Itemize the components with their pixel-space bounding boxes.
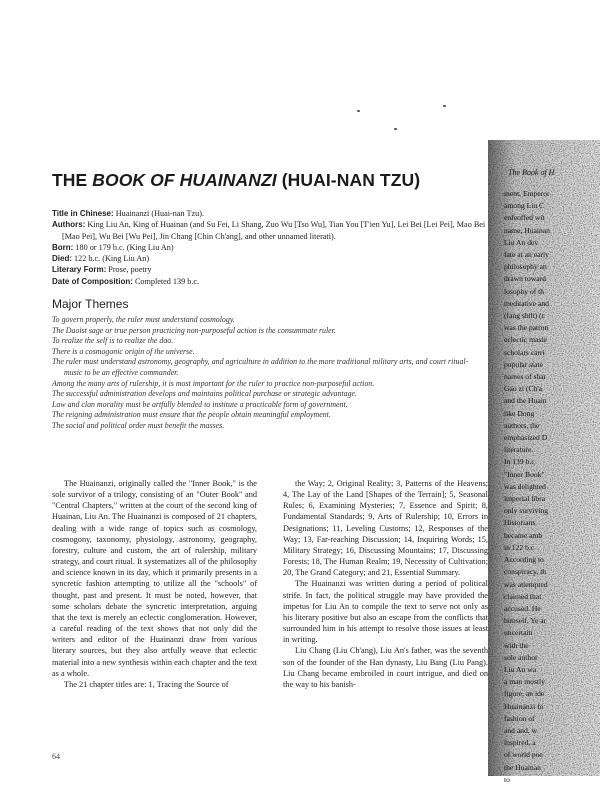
adjacent-page-line: Historians — [504, 518, 536, 528]
adjacent-page-line: imperial libra — [504, 494, 546, 504]
body-column-left — [52, 478, 257, 690]
body-paragraph: The Huainanzi, originally called the "Inner Book," is the sole survivor of a trilogy, consisting of an "Outer Book" and "Central Chapters," written at the court of the second king of Huainan, Liu An. The Huainanzi is composed of 21 chapters, dealing with a wide range of topics such as cosmology, cosmogony, taxonomy, physiology, astronomy, geography, forestry, culture and custom, the art of rulership, military strategy, and court ritual. It systematizes all of the philosophy and science known in its day, which it primarily presents in a syncretic fashion attempting to utilize all the "schools" of thought, past and present. It must be noted, however, that some scholars debate the syncretic interpretation, arguing that the text is merely an eclectic conglomeration. However, a careful reading of the text shows that not only did the writers and editor of the Huainanzi draw from various literary sources, but they also artfully weave that eclectic material into a new synthesis within each chapter and the text as a whole. — [52, 479, 257, 678]
adjacent-page-line: literature. — [504, 445, 534, 455]
adjacent-page-line: was attempted — [504, 579, 548, 589]
body-column-right — [283, 478, 488, 690]
adjacent-page-line: a man mostly — [504, 677, 545, 687]
adjacent-page-line: ment, Emperor — [504, 189, 550, 198]
adjacent-page-line: losophy of th — [504, 286, 545, 296]
theme-item: The successful administration develops and maintains political purchase or strategic advantage. — [52, 389, 358, 399]
adjacent-page-line: himself. Ye ar — [504, 616, 547, 626]
adjacent-page-line: the Huainan — [504, 762, 541, 772]
body-paragraph: The Huainanzi was written during a period of political strife. In fact, the political struggle may have provided the impetus for Liu An to compile the text to serve not only as his literary positive but also an escape from the conflicts that surrounded him in his attempt to resolve those issues at least in writing. — [283, 579, 488, 645]
adjacent-page-line: emphasized D — [504, 433, 548, 443]
adjacent-page-line: Gao zi (Ch'a — [504, 384, 543, 394]
adjacent-page-line: with the — [504, 640, 529, 650]
adjacent-page-text — [504, 188, 604, 786]
adjacent-page-line: became amb — [504, 530, 543, 540]
adjacent-page-line: names of shar — [504, 372, 547, 382]
adjacent-page-line: (fang shih) (c — [504, 311, 545, 321]
adjacent-page-header: The Book of H — [508, 168, 555, 177]
themes-list — [52, 315, 484, 432]
meta-died: Died: 122 b.c. (King Liu An) — [52, 254, 150, 264]
adjacent-page-line: and and, w — [504, 725, 538, 735]
title-prefix: THE — [52, 170, 93, 190]
chapter-title — [52, 170, 482, 191]
adjacent-page-line: claimed that — [504, 591, 542, 601]
adjacent-page-line: scholars carri — [504, 347, 545, 357]
adjacent-page-line: was delighted — [504, 481, 546, 491]
body-paragraph: the Way; 2, Original Reality; 3, Patterns of the Heavens; 4, The Lay of the Land [Shapes of the Terrain]; 5, Seasonal Rules; 6, Examining Mysteries; 7, Essence and Spirit; 8, Fundamental Standards; 9, Arts of Rulership; 10, Errors in Designations; 11, Leveling Customs; 12, Responses of the Way; 13, Far-reaching Discussion; 14, Inquiring Words; 15, Military Strategy; 16, Discussing Mountains; 17, Discussing Forests; 18, The Human Realm; 19, Necessity of Cultivation; 20, The Grand Category; and 21, Essential Summary. — [283, 479, 488, 578]
theme-item: Among the many arts of rulership, it is most important for the ruler to practice non-purposeful action. — [52, 378, 375, 388]
adjacent-page-line: Liu An wa — [504, 664, 537, 674]
adjacent-page-line: "Inner Book" — [504, 469, 545, 479]
theme-item: To realize the self is to realize the dao. — [52, 336, 174, 346]
adjacent-page-line: inspired, a — [504, 738, 536, 748]
meta-literary-form: Literary Form: Prose, poetry — [52, 265, 152, 275]
adjacent-page-line: drawn toward — [504, 274, 546, 284]
adjacent-page-line: like Dong — [504, 408, 535, 418]
adjacent-page-line: authors, the — [504, 420, 540, 430]
meta-born: Born: 180 or 179 b.c. (King Liu An) — [52, 242, 174, 252]
meta-authors: Authors: King Liu An, King of Huainan (and Su Fei, Li Shang, Zuo Wu [Tso Wu], Tian You [T'ien Yu], Lei Bei [Lei Pei], Mao Bei [Mao Pei], Wu Bei [Wu Pei], Jin Chang [Chin Ch'ang], and other unnamed literati). — [52, 220, 486, 241]
title-suffix: (HUAI-NAN TZU) — [276, 170, 421, 190]
theme-item: Law and clan morality must be artfully blended to institute a practicable form of government. — [52, 399, 348, 409]
page-number: 64 — [52, 752, 60, 761]
adjacent-page-line: accused. He — [504, 603, 541, 613]
adjacent-page-line: eclectic maste — [504, 335, 547, 345]
theme-item: There is a cosmogonic origin of the universe. — [52, 346, 195, 356]
title-italic: BOOK OF HUAINANZI — [92, 170, 277, 190]
adjacent-page-line: popular state — [504, 359, 544, 369]
adjacent-page-line: and the Huain — [504, 396, 547, 406]
themes-heading: Major Themes — [52, 297, 129, 311]
theme-item: The social and political order must benefit the masses. — [52, 420, 225, 430]
theme-item: The reigning administration must ensure that the people obtain meaningful employment. — [52, 410, 331, 420]
theme-item: To govern properly, the ruler must understand cosmology. — [52, 315, 235, 324]
meta-title-chinese: Title in Chinese: Huainanzi (Huai-nan Tzu). — [52, 209, 204, 218]
adjacent-page-line: among Liu C — [504, 201, 545, 211]
adjacent-page-line: sole author — [504, 652, 538, 662]
theme-item: The Daoist sage or true person practicing non-purposeful action is the consummate ruler. — [52, 325, 336, 335]
adjacent-page-edge — [488, 140, 600, 784]
adjacent-page-line: only surviving — [504, 506, 549, 516]
adjacent-page-line: meditative and — [504, 298, 549, 308]
adjacent-page-line: philosophy an — [504, 262, 547, 272]
body-paragraph: The 21 chapter titles are: 1, Tracing the Source of — [64, 679, 229, 689]
adjacent-page-line: Liu An dev — [504, 237, 539, 247]
adjacent-page-line: According to — [504, 555, 544, 565]
adjacent-page-line: in 122 b.c — [504, 542, 535, 552]
adjacent-page-line: In 139 b.c — [504, 457, 535, 467]
adjacent-page-line: was the patron — [504, 323, 549, 333]
adjacent-page-line: name, Huainan — [504, 225, 550, 235]
meta-date-composition: Date of Composition: Completed 139 b.c. — [52, 276, 200, 286]
metadata-block — [52, 208, 492, 287]
adjacent-page-line: fate at an early — [504, 250, 549, 260]
adjacent-page-line: of world poe — [504, 750, 543, 760]
theme-item: The ruler must understand astronomy, geography, and agriculture in addition to the more traditional military arts, and court ritual-music to be an effective commander. — [52, 357, 469, 377]
adjacent-page-line: fashion of — [504, 713, 535, 723]
adjacent-page-line: to — [504, 774, 510, 784]
adjacent-page-line: conspiracy, th — [504, 567, 547, 577]
adjacent-page-line: figure, an ide — [504, 689, 545, 699]
body-paragraph: Liu Chang (Liu Ch'ang), Liu An's father, was the seventh son of the founder of the Han dynasty, Liu Bang (Liu Pang). Liu Chang became embroiled in court intrigue, and died on the way to his banish- — [283, 646, 488, 689]
adjacent-page-line: Huainanzi fo — [504, 701, 544, 711]
adjacent-page-line: uncertain — [504, 628, 533, 638]
adjacent-page-line: enfeoffed wit — [504, 213, 545, 223]
